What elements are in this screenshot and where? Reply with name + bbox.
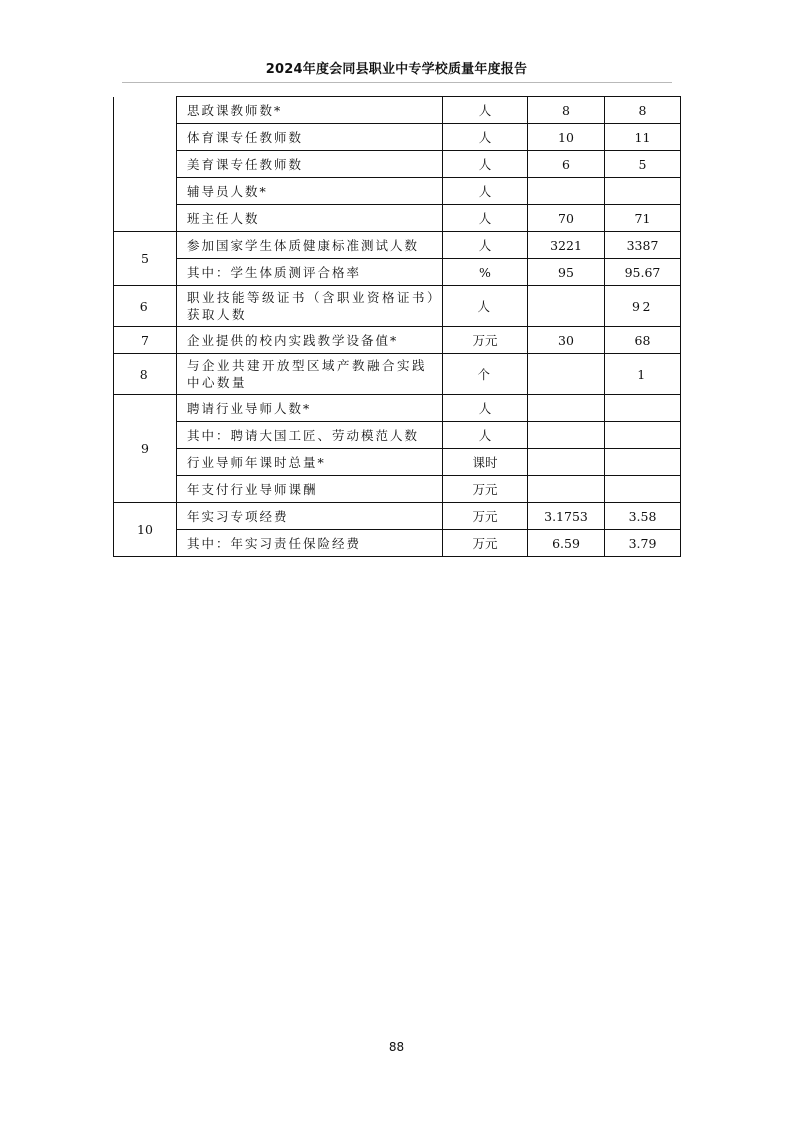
table-row: [114, 476, 681, 503]
value-cell-2024: [605, 476, 681, 503]
value-cell-2023: [528, 395, 605, 422]
value-cell-2023: 30: [528, 327, 605, 354]
value-cell-2023: [528, 178, 605, 205]
table-row: [114, 422, 681, 449]
item-cell: 其中：学生体质测评合格率: [177, 259, 443, 286]
item-cell: 企业提供的校内实践教学设备值*: [177, 327, 443, 354]
unit-cell: 人: [443, 286, 528, 327]
value-cell-2024: 92: [605, 286, 681, 327]
unit-cell: 人: [443, 151, 528, 178]
table-row: [114, 503, 681, 530]
row-number-cell: 9: [114, 395, 177, 503]
page-header-title: 2024年度会同县职业中专学校质量年度报告: [265, 62, 528, 77]
table-row: [114, 151, 681, 178]
value-cell-2024: [605, 449, 681, 476]
unit-cell: 万元: [443, 476, 528, 503]
unit-cell: 人: [443, 97, 528, 124]
unit-cell: 万元: [443, 327, 528, 354]
unit-cell: 人: [443, 395, 528, 422]
item-cell: 班主任人数: [177, 205, 443, 232]
item-cell: 职业技能等级证书（含职业资格证书）获取人数: [177, 286, 443, 327]
value-cell-2024: [605, 395, 681, 422]
value-cell-2023: 70: [528, 205, 605, 232]
value-cell-2023: [528, 354, 605, 395]
value-cell-2023: 6: [528, 151, 605, 178]
value-cell-2023: [528, 476, 605, 503]
value-cell-2024: [605, 422, 681, 449]
table-row: [114, 232, 681, 259]
value-cell-2024: 68: [605, 327, 681, 354]
table-row: [114, 205, 681, 232]
value-cell-2023: 95: [528, 259, 605, 286]
value-cell-2023: 8: [528, 97, 605, 124]
value-cell-2024: 71: [605, 205, 681, 232]
row-number-cell: 6: [114, 286, 177, 327]
value-cell-2024: 1: [605, 354, 681, 395]
value-cell-2024: 5: [605, 151, 681, 178]
item-cell: 美育课专任教师数: [177, 151, 443, 178]
table-row: [114, 178, 681, 205]
unit-cell: 人: [443, 422, 528, 449]
item-cell: 年实习专项经费: [177, 503, 443, 530]
unit-cell: 人: [443, 124, 528, 151]
unit-cell: 人: [443, 232, 528, 259]
value-cell-2024: [605, 178, 681, 205]
item-cell: 辅导员人数*: [177, 178, 443, 205]
row-number-cell: 7: [114, 327, 177, 354]
table-row: [114, 286, 681, 327]
table-row: [114, 449, 681, 476]
table-row: [114, 530, 681, 557]
value-cell-2023: 3.1753: [528, 503, 605, 530]
unit-cell: 万元: [443, 503, 528, 530]
unit-cell: 课时: [443, 449, 528, 476]
item-cell: 与企业共建开放型区域产教融合实践中心数量: [177, 354, 443, 395]
indicator-table: [113, 96, 681, 557]
unit-cell: 个: [443, 354, 528, 395]
item-cell: 行业导师年课时总量*: [177, 449, 443, 476]
value-cell-2023: [528, 286, 605, 327]
value-cell-2023: [528, 449, 605, 476]
page-number: 88: [388, 1040, 405, 1054]
value-cell-2023: [528, 422, 605, 449]
item-cell: 其中：年实习责任保险经费: [177, 530, 443, 557]
value-cell-2024: 8: [605, 97, 681, 124]
item-cell: 思政课教师数*: [177, 97, 443, 124]
row-number-cell: 8: [114, 354, 177, 395]
value-cell-2024: 3.58: [605, 503, 681, 530]
row-number-cell: 5: [114, 232, 177, 286]
unit-cell: 人: [443, 205, 528, 232]
item-cell: 其中：聘请大国工匠、劳动模范人数: [177, 422, 443, 449]
value-cell-2023: 6.59: [528, 530, 605, 557]
table-row: [114, 124, 681, 151]
row-number-cell: 10: [114, 503, 177, 557]
row-number-cell: [114, 97, 177, 232]
table-row: [114, 395, 681, 422]
header-divider: [122, 82, 672, 83]
unit-cell: %: [443, 259, 528, 286]
value-cell-2024: 11: [605, 124, 681, 151]
unit-cell: 人: [443, 178, 528, 205]
item-cell: 聘请行业导师人数*: [177, 395, 443, 422]
value-cell-2023: 3221: [528, 232, 605, 259]
table-row: [114, 259, 681, 286]
unit-cell: 万元: [443, 530, 528, 557]
table-row: [114, 97, 681, 124]
item-cell: 年支付行业导师课酬: [177, 476, 443, 503]
item-cell: 参加国家学生体质健康标准测试人数: [177, 232, 443, 259]
value-cell-2024: 95.67: [605, 259, 681, 286]
table-row: [114, 354, 681, 395]
table-row: [114, 327, 681, 354]
value-cell-2024: 3387: [605, 232, 681, 259]
value-cell-2024: 3.79: [605, 530, 681, 557]
value-cell-2023: 10: [528, 124, 605, 151]
item-cell: 体育课专任教师数: [177, 124, 443, 151]
